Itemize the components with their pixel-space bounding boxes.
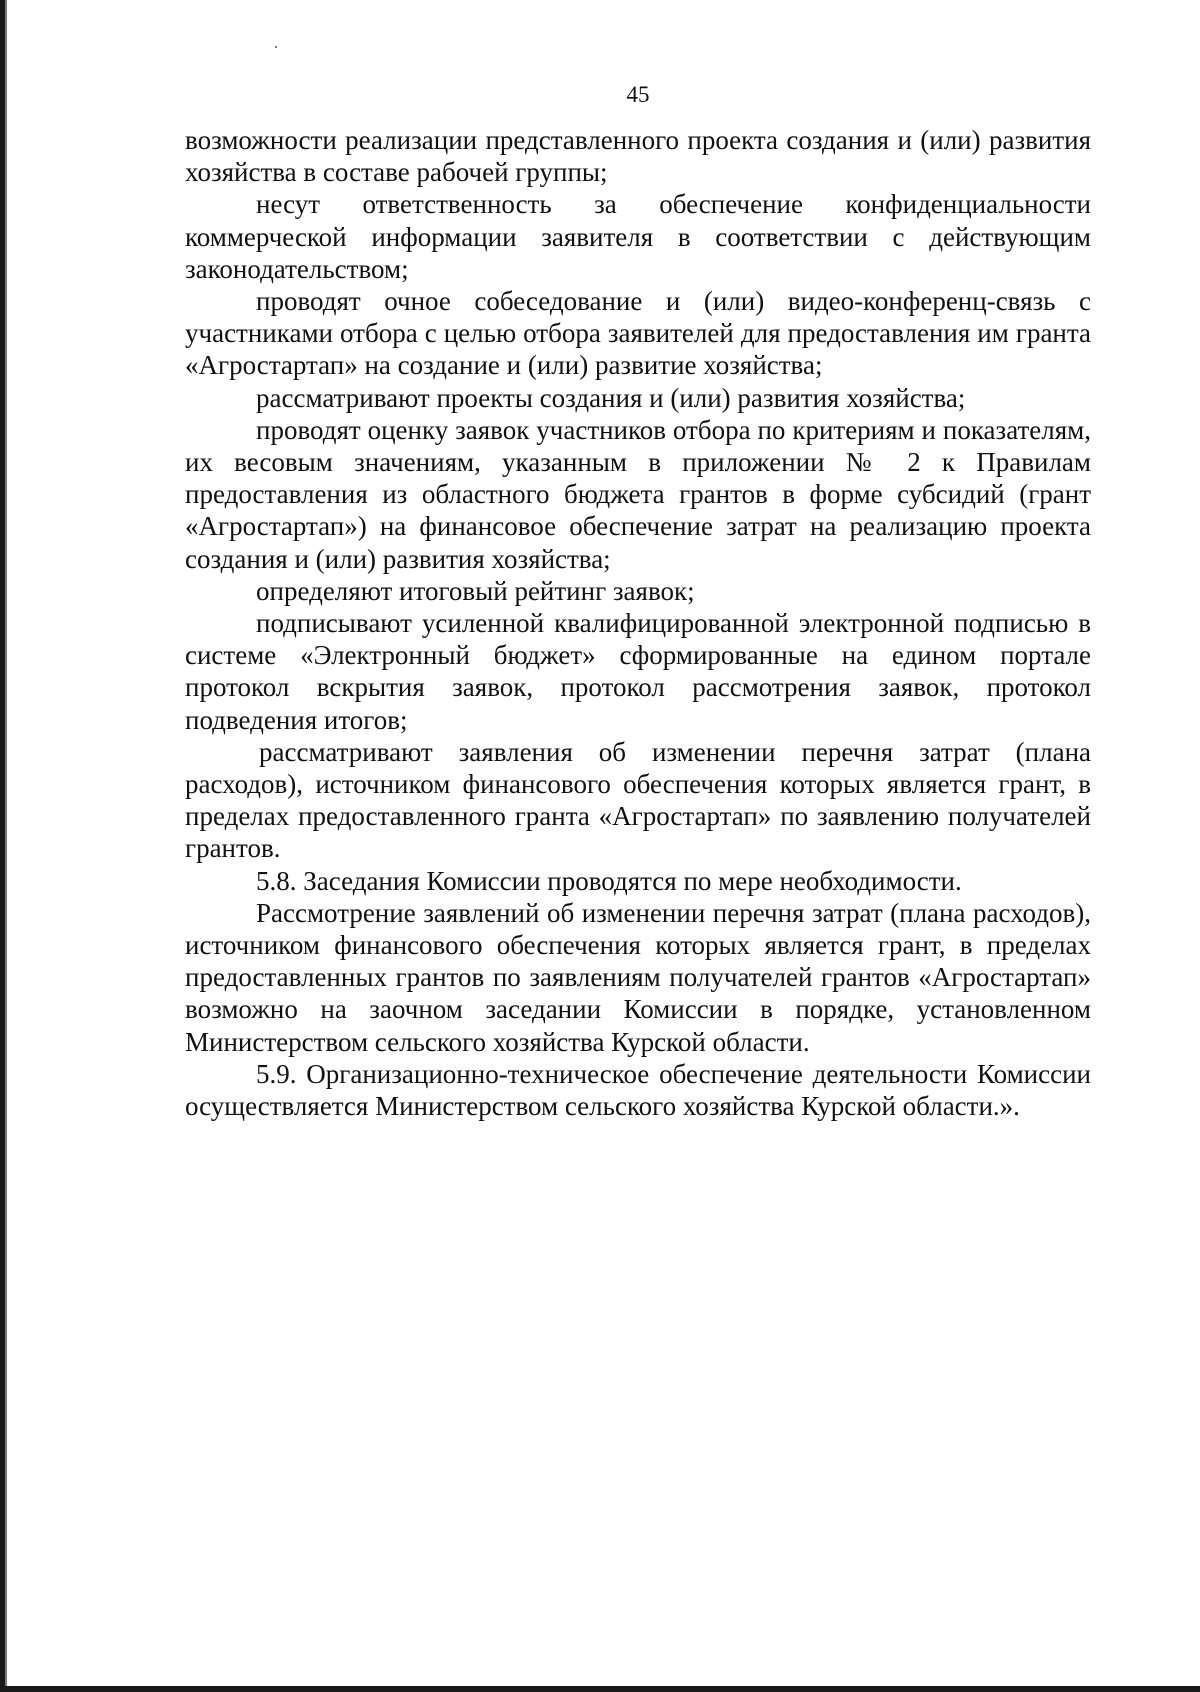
page-number: 45 (626, 82, 650, 107)
paragraph-interview: проводят очное собеседование и (или) видео-конференц-связь с участниками отбора с целью отбора заявителей для предоставления им гранта «Агростартап» на создание и (или) развитие хозяйства; (185, 286, 1091, 381)
paragraph-5-8: 5.8. Заседания Комиссии проводятся по мере необходимости. (256, 865, 962, 896)
scan-bottom-edge (0, 1686, 1200, 1692)
paragraph-continuation: возможности реализации представленного проекта создания и (или) развития хозяйства в составе рабочей группы; (185, 125, 1091, 188)
paragraph-cost-changes: рассматривают заявления об изменении перечня затрат (плана расходов), источником финансового обеспечения которых является грант, в пределах предоставленного гранта «Агростартап» по заявлению получателей грантов. (185, 736, 1091, 864)
paragraph-evaluation: проводят оценку заявок участников отбора по критериям и показателям, их весовым значениям, указанным в приложении № 2 к Правилам предоставления из областного бюджета грантов в форме субсидий (грант «Агростартап») на финансовое обеспечение затрат на реализацию проекта создания и (или) развития хозяйства; (185, 414, 1091, 574)
scan-left-edge (0, 0, 5, 1692)
paragraph-5-9: 5.9. Организационно-техническое обеспечение деятельности Комиссии осуществляется Министерством сельского хозяйства Курской области.». (185, 1058, 1091, 1122)
scan-speck (275, 46, 277, 48)
paragraph-confidentiality: несут ответственность за обеспечение конфиденциальности коммерческой информации заявителя в соответствии с действующим законодательством; (185, 189, 1091, 284)
paragraph-signing: подписывают усиленной квалифицированной электронной подписью в системе «Электронный бюджет» сформированные на едином портале протокол вскрытия заявок, протокол рассмотрения заявок, протокол подведения итогов; (185, 608, 1091, 735)
paragraph-review-projects: рассматривают проекты создания и (или) развития хозяйства; (256, 382, 966, 413)
paragraph-absentee-meeting: Рассмотрение заявлений об изменении перечня затрат (плана расходов), источником финансового обеспечения которых является грант, в пределах предоставленных грантов по заявлениям получателей грантов «Агростартап» возможно на заочном заседании Комиссии в порядке, установленном Министерством сельского хозяйства Курской области. (185, 897, 1091, 1057)
paragraph-rating: определяют итоговый рейтинг заявок; (256, 575, 695, 606)
document-body (185, 124, 1091, 1122)
